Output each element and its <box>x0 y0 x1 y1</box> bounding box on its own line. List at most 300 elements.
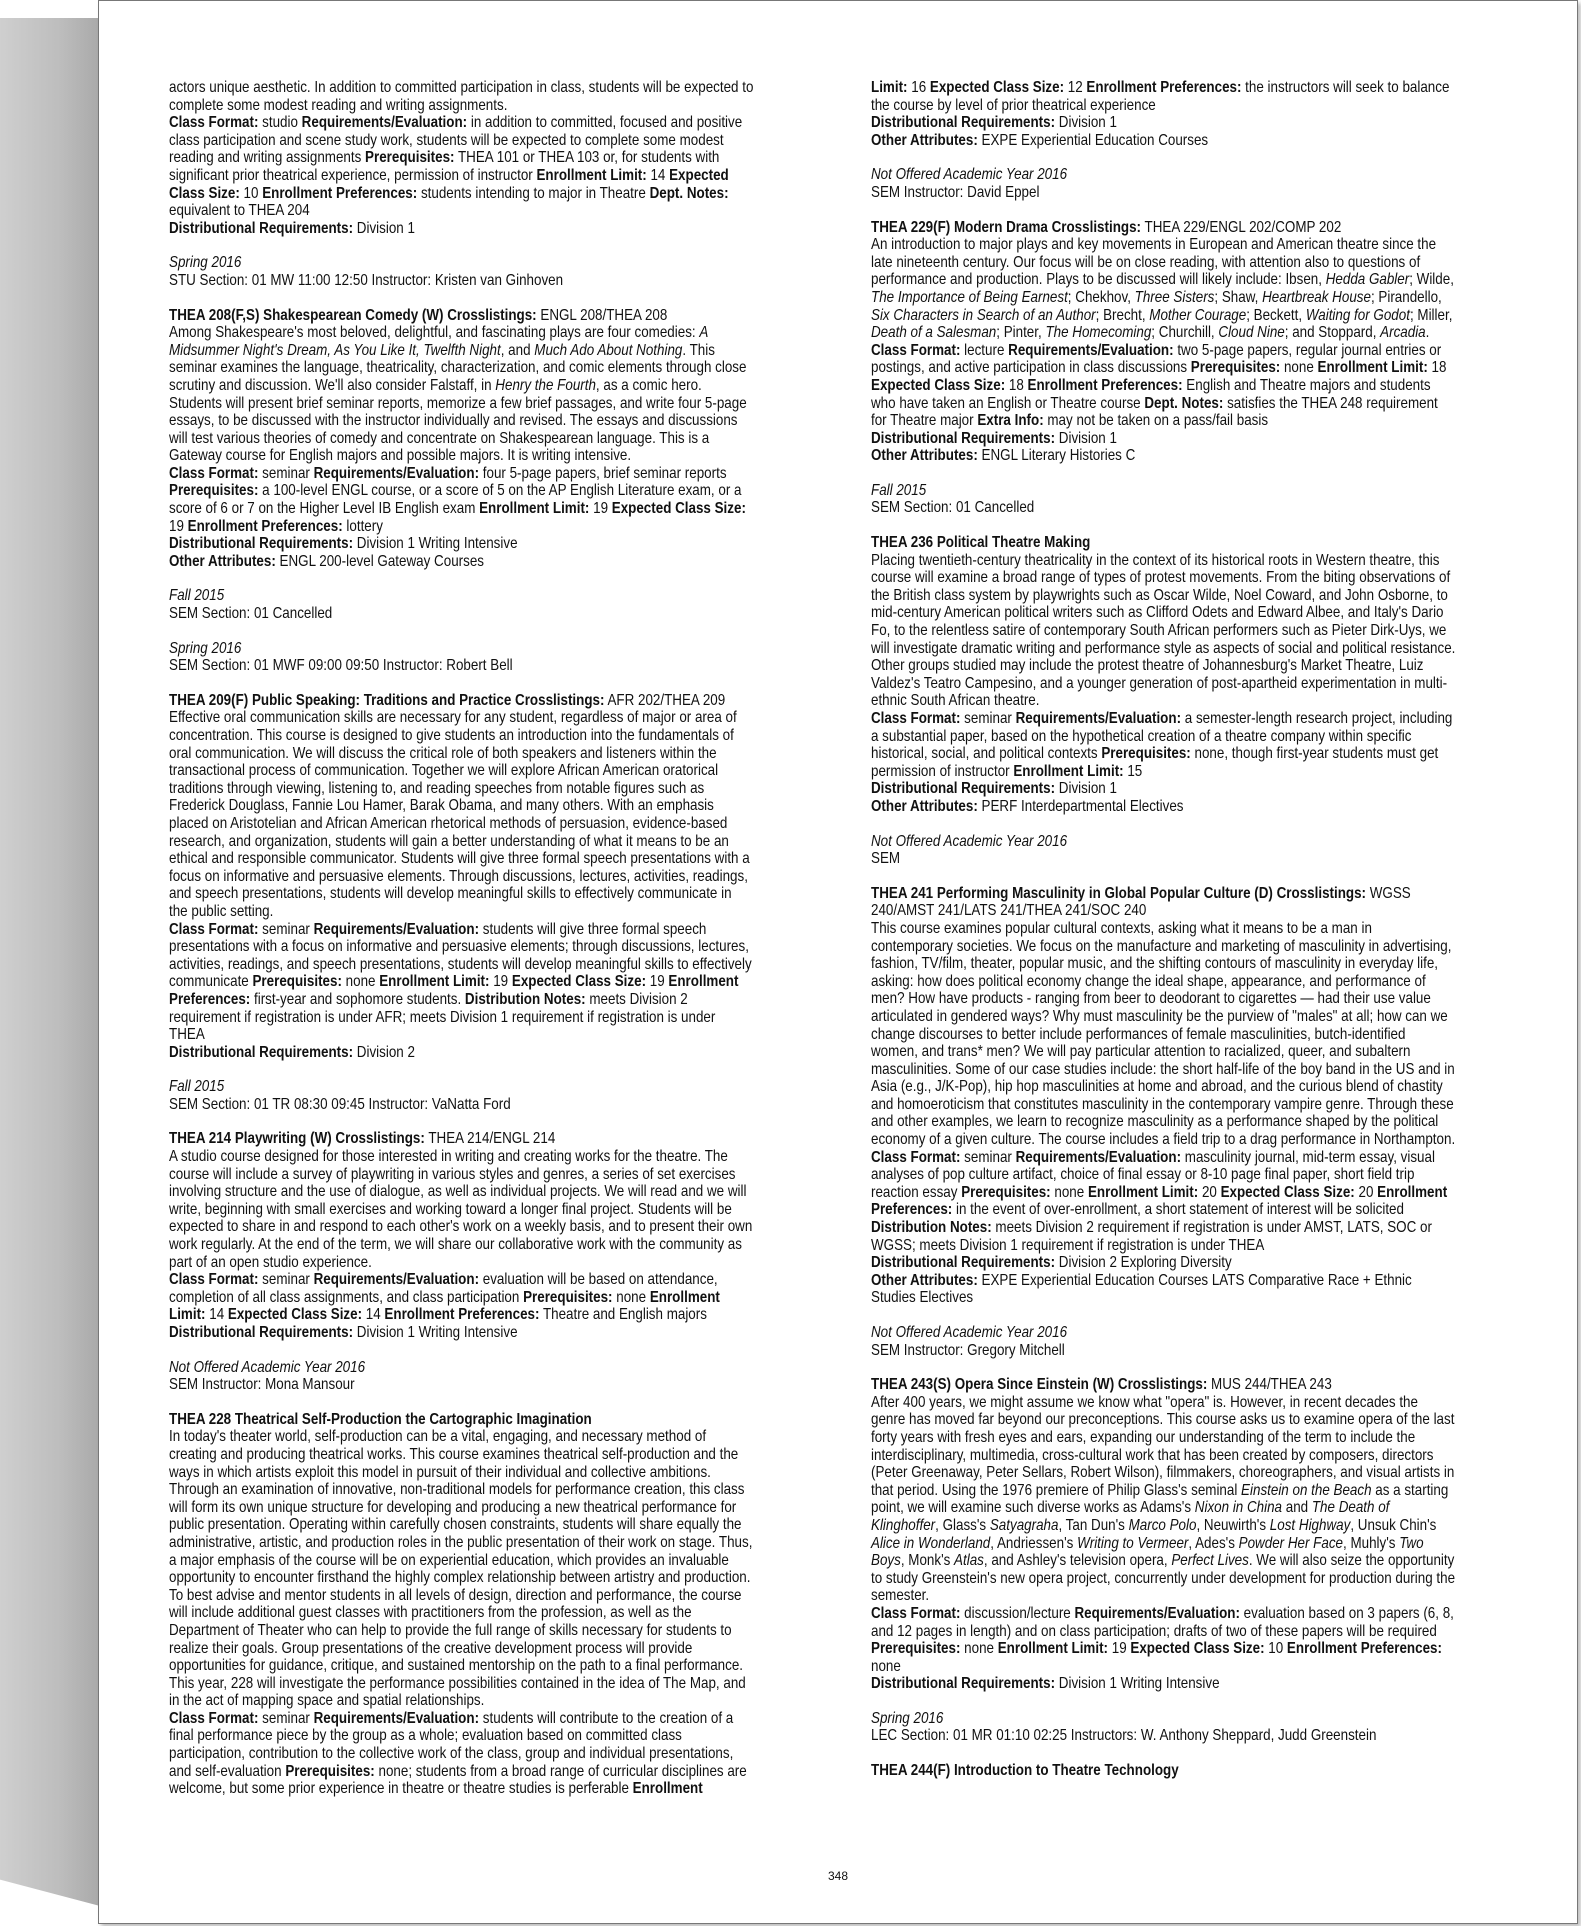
text-run: ; Chekhov, <box>1067 288 1135 306</box>
bold-text: Enrollment Limit: <box>1087 1183 1199 1201</box>
text-paragraph <box>871 1324 1456 1342</box>
text-run: 16 <box>907 79 930 96</box>
text-run: SEM Section: 01 Cancelled <box>871 499 1035 517</box>
bold-text: Enrollment Preferences: <box>187 517 343 535</box>
text-run: evaluation will be based on attendance, completion of all class assignments, and class participation <box>169 1271 718 1306</box>
text-run: SEM <box>871 850 901 868</box>
text-paragraph <box>169 1044 754 1062</box>
bold-text: Expected Class Size: <box>929 79 1065 96</box>
italic-text: Two Boys <box>871 1534 1424 1570</box>
text-run: seminar <box>960 1148 1016 1166</box>
text-run: AFR 202/THEA 209 <box>604 691 726 709</box>
bold-text: Class Format: <box>871 341 961 359</box>
text-run: masculinity journal, mid-term essay, visual analyses of pop culture artifact, choice of final essay or 8-10 page final paper, short field trip reaction essay <box>871 1148 1435 1201</box>
text-run: ; and Stoppard, <box>1284 324 1381 342</box>
text-run: , as a comic hero. Students will present brief seminar reports, memorize a few brief passages, and write four 5-page essays, to be discussed with the instructor individually and revised. The essays and discussions will test various theories of comedy and concentrate on Shakespearean language. This is a Gateway course for English majors and possible majors. It is writing intensive. <box>169 376 747 465</box>
text-paragraph <box>169 657 754 675</box>
italic-text: Death of a Salesman <box>871 324 997 342</box>
text-paragraph <box>169 535 754 553</box>
text-run: ; Pinter, <box>996 324 1046 342</box>
bold-text: Requirements/Evaluation: <box>313 1709 480 1727</box>
bold-text: Prerequisites: <box>365 149 455 167</box>
bold-text: Enrollment Preferences: <box>1286 1640 1442 1658</box>
text-run: none, though first-year students must get permission of instructor <box>871 745 1439 780</box>
bold-text: Class Format: <box>169 1271 259 1289</box>
paragraph-gap <box>871 868 1456 885</box>
text-run: none <box>1280 359 1318 377</box>
italic-text: Spring 2016 <box>169 254 242 272</box>
bold-text: Enrollment Preferences: <box>169 973 739 1008</box>
text-run: Division 1 <box>1055 114 1117 132</box>
text-run: 10 <box>239 184 263 202</box>
text-run: ; Shaw, <box>1214 288 1263 306</box>
bold-text: Other Attributes: <box>871 131 978 149</box>
bold-text: Distributional Requirements: <box>871 1675 1056 1693</box>
bold-text: Other Attributes: <box>871 1271 978 1289</box>
italic-text: Einstein on the Beach <box>1241 1481 1372 1499</box>
paragraph-gap <box>871 149 1456 166</box>
text-paragraph <box>169 114 754 220</box>
text-paragraph <box>871 236 1456 342</box>
text-paragraph <box>169 307 754 325</box>
italic-text: A Midsummer Night's Dream, As You Like It, Twelfth Night <box>169 324 708 359</box>
bold-text: Class Format: <box>871 1148 961 1166</box>
text-run: ENGL 208/THEA 208 <box>536 306 668 324</box>
text-run: A studio course designed for those interested in writing and creating works for the theatre. The course will include a survey of playwriting in various styles and genres, a series of set exercises involving structure and the use of dialogue, as well as individual projects. We will read and we will write, beginning with small exercises and working toward a longer final project. Students will be expected to share in and respond to each other's work on a weekly basis, and to present their own work regularly. At the end of the term, we will share our collaborative work with the community as part of an open studio experience. <box>169 1148 753 1271</box>
text-paragraph <box>871 1254 1456 1272</box>
text-run: THEA 229/ENGL 202/COMP 202 <box>1141 218 1342 236</box>
text-paragraph <box>169 692 754 710</box>
text-paragraph <box>871 798 1456 816</box>
bold-text: Expected Class Size: <box>1220 1183 1355 1201</box>
text-run: In today's theater world, self-production can be a vital, engaging, and necessary method of creating and producing theatrical works. This course examines theatrical self-production and the ways in which artists exploit this model in pursuit of their individual and collective ambitions. Through an examination of innovative, non-traditional models for performance creation, this class will form its own unique structure for developing and producing a new theatrical performance for public presentation. Operating within carefully chosen constraints, students will share equally the administrative, artistic, and production roles in the public presentation of their work on stage. Thus, a major emphasis of the course will be on experiential education, which provides an invaluable opportunity to encounter firsthand the highly complex relationship between artistry and production. To best advise and mentor students in all levels of design, direction and performance, the course will include additional guest classes with practitioners from the profession, as well as the Department of Theater who can help to provide the full range of skills necessary for students to realize their goals. Group presentations of the creative development process will provide opportunities for guidance, critique, and sustained mentorship on the path to a final performance. This year, 228 will investigate the performance possibilities contained in the idea of The Map, and in the act of mapping space and spatial relationships. <box>169 1428 753 1710</box>
text-paragraph <box>169 1359 754 1377</box>
italic-text: Mother Courage <box>1149 306 1247 324</box>
text-run: 15 <box>1123 762 1143 780</box>
italic-text: Powder Her Face <box>1238 1534 1344 1552</box>
bold-text: THEA 228 Theatrical Self-Production the Cartographic Imagination <box>169 1410 592 1428</box>
text-run: evaluation based on 3 papers (6, 8, and 12 pages in length) and on class participation; drafts of two of these papers will be required <box>871 1604 1454 1640</box>
text-paragraph <box>871 219 1456 237</box>
bold-text: Expected Class Size: <box>1130 1640 1265 1658</box>
bold-text: Requirements/Evaluation: <box>313 464 480 482</box>
text-paragraph <box>871 850 1456 868</box>
text-run: 14 <box>646 166 670 184</box>
text-paragraph <box>871 184 1456 202</box>
text-run: , Unsuk Chin's <box>1350 1516 1437 1534</box>
text-run: SEM Instructor: Gregory Mitchell <box>871 1341 1065 1359</box>
text-run: . This seminar examines the language, theatricality, characterization, and comic elements through close scrutiny and discussion. We'll also consider Falstaff, in <box>169 341 747 394</box>
bold-text: THEA 229(F) Modern Drama Crosslistings: <box>871 218 1142 236</box>
text-run: may not be taken on a pass/fail basis <box>1043 412 1269 430</box>
text-run: , Andriessen's <box>990 1534 1078 1552</box>
paragraph-gap <box>169 1394 754 1411</box>
bold-text: Dept. Notes: <box>1144 394 1224 412</box>
italic-text: Much Ado About Nothing <box>534 341 683 359</box>
bold-text: THEA 243(S) Opera Since Einstein (W) Crosslistings: <box>871 1376 1208 1394</box>
text-paragraph <box>169 709 754 920</box>
text-run: EXPE Experiential Education Courses <box>977 131 1209 149</box>
paragraph-gap <box>871 517 1456 534</box>
text-run: 12 <box>1064 79 1087 96</box>
text-run: in addition to committed, focused and positive class participation and scene study work, students will be expected to complete some modest reading and writing assignments <box>169 114 743 167</box>
text-run: ; Churchill, <box>1151 324 1219 342</box>
text-run: PERF Interdepartmental Electives <box>977 797 1184 815</box>
bold-text: Expected Class Size: <box>511 973 647 991</box>
italic-text: Nixon in China <box>1194 1499 1283 1517</box>
text-run: students will give three formal speech presentations with a focus on informative and persuasive elements; through discussions, lectures, activities, readings, and speech presentations, students will develop meaningful skills to effectively communicate <box>169 920 752 991</box>
bold-text: THEA 214 Playwriting (W) Crosslistings: <box>169 1130 425 1148</box>
text-run: ENGL 200-level Gateway Courses <box>275 552 485 570</box>
bold-text: Distributional Requirements: <box>169 219 354 237</box>
text-run: as a starting point, we will examine such diverse works as Adams's <box>871 1481 1449 1517</box>
text-run: Division 2 <box>353 1043 415 1061</box>
bold-text: Other Attributes: <box>169 552 276 570</box>
text-run: Division 1 Writing Intensive <box>353 535 518 553</box>
text-run: none <box>871 1657 901 1675</box>
text-run: Among Shakespeare's most beloved, delightful, and fascinating plays are four comedies: <box>169 324 700 342</box>
italic-text: Heartbreak House <box>1262 288 1371 306</box>
bold-text: Class Format: <box>169 1709 259 1727</box>
text-run: SEM Section: 01 Cancelled <box>169 605 333 623</box>
bold-text: Expected Class Size: <box>611 500 746 518</box>
bold-text: THEA 244(F) Introduction to Theatre Technology <box>871 1762 1179 1780</box>
paragraph-gap <box>871 465 1456 482</box>
italic-text: Alice in Wonderland <box>871 1534 991 1552</box>
text-run: SEM Section: 01 MWF 09:00 09:50 Instructor: Robert Bell <box>169 657 513 675</box>
text-run: , Muhly's <box>1343 1534 1400 1552</box>
text-run: meets Division 2 requirement if registration is under AFR; meets Division 1 requirement if registration is under THEA <box>169 990 716 1044</box>
italic-text: Not Offered Academic Year 2016 <box>871 1324 1068 1341</box>
text-paragraph <box>871 534 1456 552</box>
text-run: a semester-length research project, including a substantial paper, based on the hypothetical creation of a theatre company within specific historical, social, and political contexts <box>871 710 1453 763</box>
text-paragraph <box>169 1096 754 1114</box>
paragraph-gap <box>871 1307 1456 1324</box>
bold-text: Class Format: <box>871 710 961 727</box>
italic-text: Not Offered Academic Year 2016 <box>169 1358 366 1376</box>
text-paragraph <box>871 552 1456 710</box>
bold-text: Expected Class Size: <box>227 1306 363 1324</box>
text-run: seminar <box>258 1709 314 1727</box>
italic-text: Hedda Gabler <box>1325 271 1410 289</box>
text-run: lottery <box>342 517 383 535</box>
text-run: . <box>1425 324 1430 342</box>
text-run: seminar <box>258 920 314 938</box>
text-run: 18 <box>1005 376 1028 394</box>
bold-text: Enrollment Limit: <box>1013 762 1124 780</box>
bold-text: THEA 209(F) Public Speaking: Traditions and Practice Crosslistings: <box>169 691 605 709</box>
bold-text: Requirements/Evaluation: <box>1015 710 1182 727</box>
text-run: and <box>1282 1499 1312 1517</box>
bold-text: Extra Info: <box>977 412 1044 430</box>
bold-text: Requirements/Evaluation: <box>1015 1148 1182 1166</box>
text-run: 19 <box>489 973 512 991</box>
paragraph-gap <box>871 1359 1456 1376</box>
bold-text: Expected Class Size: <box>169 166 729 202</box>
text-run: in the event of over-enrollment, a short statement of interest will be solicited <box>952 1201 1404 1219</box>
text-run: students will contribute to the creation of a final performance piece by the group as a whole; evaluation based on committed class participation, contribution to the collective work of the class, group and individual presentations, and self-evaluation <box>169 1709 734 1780</box>
right-column <box>871 79 1456 1780</box>
text-paragraph <box>871 342 1456 430</box>
text-paragraph <box>871 1605 1456 1675</box>
bold-text: Enrollment Preferences: <box>1027 376 1183 394</box>
text-paragraph <box>169 1710 754 1798</box>
text-run: Theatre and English majors <box>539 1306 707 1324</box>
italic-text: Henry the Fourth <box>495 376 596 394</box>
text-paragraph <box>169 254 754 272</box>
text-run: , and <box>500 341 535 359</box>
text-paragraph <box>871 499 1456 517</box>
text-run: Effective oral communication skills are necessary for any student, regardless of major or area of concentration. This course is designed to give students an introduction into the fundamentals of oral communication. We will discuss the critical role of both speakers and listeners within the transactional process of communication. Together we will explore African American oratorical traditions through viewing, listening to, and reading speeches from notable figures such as Frederick Douglass, Fannie Lou Hamer, Barak Obama, and many others. With an emphasis placed on Aristotelian and African American rhetorical methods of persuasion, evidence-based research, and organization, students will gain a better understanding of what it means to be an ethical and responsible communicator. Students will give three formal speech presentations with a focus on informative and persuasive elements. Through discussions, lectures, activities, readings, and speech presentations, students will develop meaningful skills to effectively communicate in the public setting. <box>169 709 750 920</box>
text-run: studio <box>258 114 302 132</box>
bold-text: Prerequisites: <box>961 1183 1051 1201</box>
text-run: THEA 214/ENGL 214 <box>424 1130 556 1148</box>
text-run: a 100-level ENGL course, or a score of 5 on the AP English Literature exam, or a score of 6 or 7 on the Higher Level IB English exam <box>169 482 742 518</box>
italic-text: Atlas <box>954 1552 984 1570</box>
bold-text: Enrollment Limit: <box>479 500 590 518</box>
text-run: 14 <box>205 1306 228 1324</box>
italic-text: Six Characters in Search of an Author <box>871 306 1096 324</box>
bold-text: Class Format: <box>169 114 259 132</box>
text-paragraph <box>871 79 1456 114</box>
text-run: 18 <box>1427 359 1447 377</box>
bold-text: Distributional Requirements: <box>169 1043 354 1061</box>
text-run: lecture <box>960 341 1009 359</box>
bold-text: Other Attributes: <box>871 447 978 465</box>
text-run: the instructors will seek to balance the course by level of prior theatrical experience <box>871 79 1450 114</box>
text-run: ; Miller, <box>1409 306 1453 324</box>
text-run: 14 <box>362 1306 385 1324</box>
text-paragraph <box>871 1675 1456 1693</box>
italic-text: The Homecoming <box>1045 324 1152 342</box>
italic-text: Satyagraha <box>989 1516 1059 1534</box>
text-run: LEC Section: 01 MR 01:10 02:25 Instructors: W. Anthony Sheppard, Judd Greenstein <box>871 1727 1377 1745</box>
text-run: Division 1 <box>1055 780 1117 798</box>
text-paragraph <box>871 1376 1456 1394</box>
text-run: , Monk's <box>900 1552 955 1570</box>
paragraph-gap <box>169 623 754 640</box>
italic-text: Fall 2015 <box>871 481 927 499</box>
bold-text: Prerequisites: <box>1101 745 1191 763</box>
bold-text: Enrollment Limit: <box>536 166 647 184</box>
italic-text: Not Offered Academic Year 2016 <box>871 832 1068 850</box>
text-paragraph <box>871 1727 1456 1745</box>
text-paragraph <box>871 833 1456 851</box>
text-paragraph <box>871 1394 1456 1605</box>
text-paragraph <box>871 132 1456 150</box>
bold-text: Requirements/Evaluation: <box>313 920 480 938</box>
text-paragraph <box>871 1762 1456 1780</box>
italic-text: Fall 2015 <box>169 1078 225 1096</box>
bold-text: Enrollment Limit: <box>379 973 490 991</box>
bold-text: Class Format: <box>871 1604 961 1622</box>
bold-text: Enrollment Preferences: <box>262 184 418 202</box>
text-paragraph <box>169 1148 754 1271</box>
bold-text: Requirements/Evaluation: <box>1074 1604 1240 1622</box>
italic-text: Perfect Lives <box>1171 1552 1249 1570</box>
bold-text: Requirements/Evaluation: <box>313 1271 480 1289</box>
bold-text: Enrollment Limit: <box>997 1640 1109 1658</box>
text-paragraph <box>871 885 1456 920</box>
paragraph-gap <box>871 1745 1456 1762</box>
text-paragraph <box>169 553 754 571</box>
bold-text: Distributional Requirements: <box>871 429 1056 447</box>
paragraph-gap <box>871 1693 1456 1710</box>
text-run: ENGL Literary Histories C <box>977 447 1136 465</box>
text-paragraph <box>871 710 1456 780</box>
text-run: SEM Instructor: Mona Mansour <box>169 1376 355 1394</box>
text-run: actors unique aesthetic. In addition to committed participation in class, students will be expected to complete some modest reading and writing assignments. <box>169 79 754 114</box>
italic-text: The Death of Klinghoffer <box>871 1499 1390 1534</box>
text-run: equivalent to THEA 204 <box>169 202 310 220</box>
text-run: MUS 244/THEA 243 <box>1207 1376 1332 1394</box>
italic-text: Arcadia <box>1380 324 1426 342</box>
bold-text: Enrollment Preferences: <box>871 1183 1448 1219</box>
text-paragraph <box>169 1324 754 1342</box>
text-run: 19 <box>169 517 188 535</box>
bold-text: Distribution Notes: <box>464 990 586 1008</box>
text-run: seminar <box>258 464 314 482</box>
text-paragraph <box>169 587 754 605</box>
bold-text: Distributional Requirements: <box>169 535 354 553</box>
text-run: WGSS 240/AMST 241/LATS 241/THEA 241/SOC 240 <box>871 884 1411 920</box>
italic-text: Not Offered Academic Year 2016 <box>871 166 1068 184</box>
catalog-page <box>98 0 1578 1924</box>
text-run: . We will also seize the opportunity to study Greenstein's new opera project, concurrently under development for production during the semester. <box>871 1552 1456 1605</box>
italic-text: The Importance of Being Earnest <box>871 288 1068 306</box>
text-run: first-year and sophomore students. <box>250 990 465 1008</box>
text-run: An introduction to major plays and key movements in European and American theatre since the late nineteenth century. Our focus will be on close reading, with attention also to questions of performance and production. Plays to be discussed will likely include: Ibsen, <box>871 236 1437 289</box>
bold-text: Prerequisites: <box>252 973 342 991</box>
text-run: , Ades's <box>1188 1534 1239 1552</box>
text-paragraph <box>169 1271 754 1324</box>
bold-text: Dept. Notes: <box>649 184 729 202</box>
text-run: 19 <box>589 500 612 518</box>
text-paragraph <box>871 780 1456 798</box>
italic-text: Spring 2016 <box>871 1709 944 1727</box>
bold-text: Requirements/Evaluation: <box>301 114 468 132</box>
text-run: STU Section: 01 MW 11:00 12:50 Instructor: Kristen van Ginhoven <box>169 271 564 289</box>
text-paragraph <box>169 272 754 290</box>
text-run: Division 1 <box>1055 429 1117 447</box>
text-run: ; Wilde, <box>1409 271 1454 289</box>
bold-text: Distributional Requirements: <box>169 1324 354 1341</box>
bold-text: Class Format: <box>169 920 259 938</box>
book-edge <box>0 18 100 1906</box>
text-run: ; Pirandello, <box>1370 288 1442 306</box>
text-paragraph <box>871 447 1456 465</box>
text-paragraph <box>871 114 1456 132</box>
text-run: Division 1 Writing Intensive <box>353 1324 518 1341</box>
text-paragraph <box>169 79 754 114</box>
bold-text: Distributional Requirements: <box>871 114 1056 132</box>
bold-text: Distributional Requirements: <box>871 1254 1056 1272</box>
page-number: 348 <box>827 1869 849 1883</box>
text-run: none <box>960 1640 998 1658</box>
italic-text: Writing to Vermeer <box>1077 1534 1189 1552</box>
text-paragraph <box>871 482 1456 500</box>
bold-text: Prerequisites: <box>285 1762 375 1780</box>
paragraph-gap <box>169 1342 754 1359</box>
text-run: SEM Section: 01 TR 08:30 09:45 Instructor: VaNatta Ford <box>169 1095 511 1113</box>
text-run: 20 <box>1354 1183 1378 1201</box>
text-paragraph <box>169 605 754 623</box>
text-paragraph <box>871 430 1456 448</box>
text-paragraph <box>169 640 754 658</box>
text-run: students intending to major in Theatre <box>417 184 650 202</box>
text-paragraph <box>871 1342 1456 1360</box>
italic-text: Waiting for Godot <box>1305 306 1410 324</box>
bold-text: Distribution Notes: <box>871 1219 992 1237</box>
text-paragraph <box>169 1376 754 1394</box>
bold-text: Enrollment Preferences: <box>1086 79 1242 96</box>
text-paragraph <box>871 166 1456 184</box>
text-run: none <box>341 973 380 991</box>
italic-text: Fall 2015 <box>169 587 225 605</box>
bold-text: Limit: <box>871 79 908 96</box>
text-run: Division 1 Writing Intensive <box>1055 1675 1220 1693</box>
text-run: SEM Instructor: David Eppel <box>871 183 1040 201</box>
bold-text: Enrollment Limit: <box>169 1288 720 1324</box>
text-paragraph <box>169 1130 754 1148</box>
text-run: Placing twentieth-century theatricality in the context of its historical roots in Western theatre, this course will examine a broad range of types of protest movements. From the biting observations of the British class system by playwrights such as Oscar Wilde, Noel Coward, and John Osborne, to mid-century American political writers such as Clifford Odets and Edward Albee, and Italy's Dario Fo, to the relentless satire of contemporary South African performers such as Pieter Dirk-Uys, we will investigate dramatic writing and performance style as aspects of social and political resistance. Other groups studied may include the protest theatre of Johannesburg's Market Theatre, Luiz Valdez's Teatro Campesino, and a younger generation of post-apartheid experimentation in multi-ethnic South African theatre. <box>871 551 1456 710</box>
bold-text: Distributional Requirements: <box>871 780 1056 798</box>
text-run: , Glass's <box>935 1516 990 1534</box>
text-run: ; Beckett, <box>1246 306 1306 324</box>
bold-text: Enrollment Limit: <box>1317 359 1428 377</box>
bold-text: Requirements/Evaluation: <box>1008 341 1174 359</box>
text-paragraph <box>169 921 754 1044</box>
italic-text: Cloud Nine <box>1218 324 1285 342</box>
bold-text: Prerequisites: <box>871 1640 961 1658</box>
bold-text: Prerequisites: <box>169 482 259 500</box>
italic-text: Three Sisters <box>1134 288 1215 306</box>
text-paragraph <box>169 220 754 238</box>
text-paragraph <box>169 1428 754 1710</box>
italic-text: Spring 2016 <box>169 639 242 657</box>
bold-text: Other Attributes: <box>871 797 978 815</box>
italic-text: Marco Polo <box>1128 1516 1197 1534</box>
bold-text: Expected Class Size: <box>871 376 1006 394</box>
text-paragraph <box>169 1411 754 1429</box>
paragraph-gap <box>169 570 754 587</box>
text-run: English and Theatre majors and students who have taken an English or Theatre course <box>871 376 1431 412</box>
text-run: none <box>612 1288 650 1306</box>
paragraph-gap <box>169 1113 754 1130</box>
paragraph-gap <box>871 202 1456 219</box>
text-run: This course examines popular cultural contexts, asking what it means to be a man in contemporary societies. We focus on the manufacture and marketing of masculinity in advertising, fashion, TV/film, theater, popular music, and the shifting contours of masculinity in everyday life, asking: how does political economy change the ideal shape, appearance, and performance of men? How have products - ranging from beer to deodorant to cigarettes — had their use value articulated in gendered ways? Why must masculinity be the purview of "males" at all; how can we change discourses to better include performances of female masculinities, butch-identified women, and trans* men? We will pay particular attention to racialized, queer, and subaltern masculinities. Some of our case studies include: the short half-life of the boy band in the US and in Asia (e.g., J/K-Pop), hip hop masculinities at home and abroad, and the curious blend of chastity and homoeroticism that constitutes masculinity in the contemporary vampire genre. Through these and other examples, we learn to recognize masculinity as a performance shaped by the political economy of a given culture. The course includes a field trip to a drag performance in Northampton. <box>871 919 1456 1149</box>
text-paragraph <box>169 1078 754 1096</box>
text-run: ; Brecht, <box>1095 306 1150 324</box>
bold-text: THEA 236 Political Theatre Making <box>871 534 1091 552</box>
paragraph-gap <box>169 237 754 254</box>
paragraph-gap <box>169 675 754 692</box>
text-run: THEA 101 or THEA 103 or, for students with significant prior theatrical experience, permission of instructor <box>169 149 720 184</box>
text-paragraph <box>871 1710 1456 1728</box>
text-run: meets Division 2 requirement if registration is under AMST, LATS, SOC or WGSS; meets Division 1 requirement if registration is under THEA <box>871 1219 1432 1254</box>
text-run: After 400 years, we might assume we know what "opera" is. However, in recent decades the genre has moved far beyond our preconceptions. This course asks us to examine opera of the last forty years with fresh eyes and ears, expanding our understanding of the term to include the interdisciplinary, multimedia, cross-cultural work that has been created by composers, directors (Peter Greenaway, Peter Sellars, Robert Wilson), filmmakers, choreographers, and visual artists in that period. Using the 1976 premiere of Philip Glass's seminal <box>871 1393 1455 1499</box>
text-run: 19 <box>1108 1640 1131 1658</box>
paragraph-gap <box>169 290 754 307</box>
text-run: none <box>1050 1183 1088 1201</box>
text-paragraph <box>871 1149 1456 1255</box>
bold-text: THEA 208(F,S) Shakespearean Comedy (W) Crosslistings: <box>169 306 537 324</box>
bold-text: Enrollment <box>632 1780 703 1798</box>
text-paragraph <box>871 1272 1456 1307</box>
left-column <box>169 79 754 1798</box>
text-run: two 5-page papers, regular journal entries or postings, and active participation in class discussions <box>871 341 1442 377</box>
bold-text: Prerequisites: <box>1190 359 1281 377</box>
